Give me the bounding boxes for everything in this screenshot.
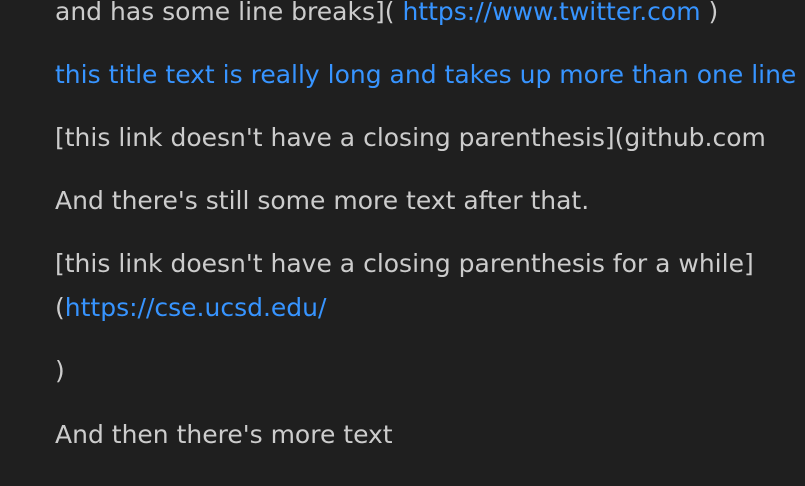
paragraph-text: ) — [708, 0, 719, 26]
paragraph-github: [this link doesn't have a closing parenthesis](github.com — [55, 123, 766, 152]
preview-content — [55, 0, 805, 476]
paragraph-text: [this link doesn't have a closing parenthesis for a while] — [55, 249, 754, 278]
paragraph-close-paren: ) — [55, 356, 65, 385]
paragraph-text: ( — [55, 293, 65, 322]
paragraph-ucsd — [55, 242, 805, 330]
paragraph-long-title — [55, 53, 805, 97]
long-title-link[interactable]: this title text is really long and takes up more than one line — [55, 60, 797, 89]
ucsd-link[interactable]: https://cse.ucsd.edu/ — [64, 293, 327, 322]
twitter-link[interactable]: https://www.twitter.com — [402, 0, 701, 26]
paragraph-final-text: And then there's more text — [55, 420, 393, 449]
paragraph-twitter — [55, 0, 805, 34]
paragraph-more-text: And there's still some more text after that. — [55, 186, 590, 215]
paragraph-text: and has some line breaks]( — [55, 0, 395, 26]
